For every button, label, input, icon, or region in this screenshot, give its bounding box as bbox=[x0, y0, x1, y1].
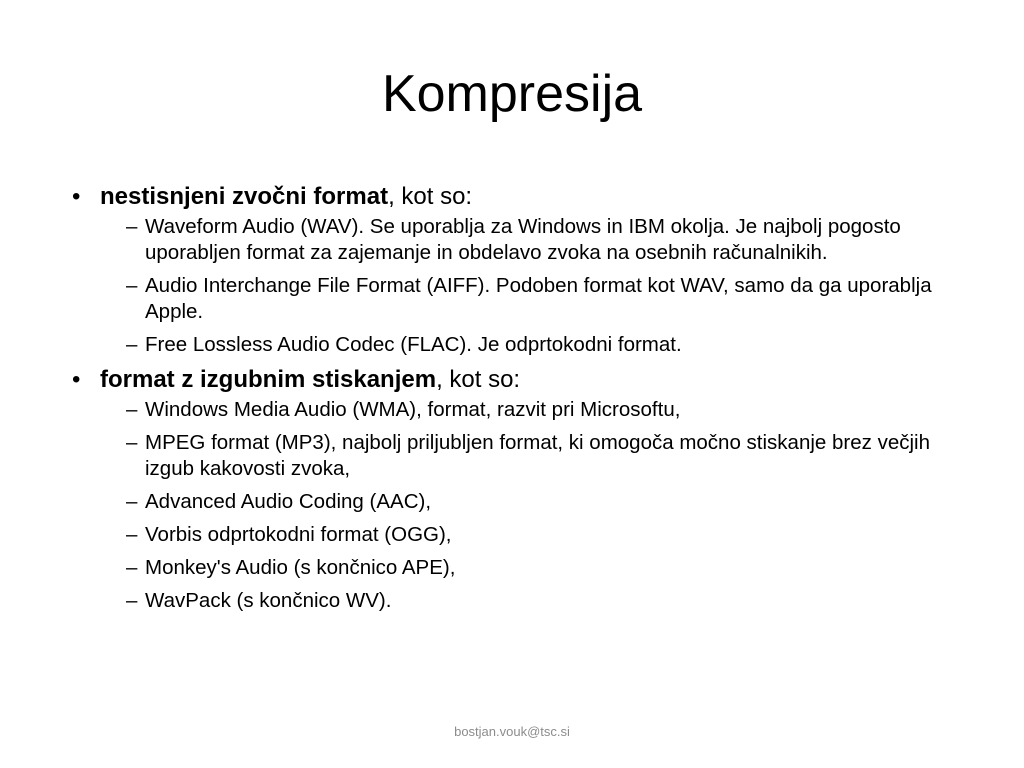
dash-icon: – bbox=[126, 523, 138, 546]
dash-icon: – bbox=[126, 215, 138, 238]
section-uncompressed bbox=[72, 182, 972, 358]
dash-icon: – bbox=[126, 589, 138, 612]
list-item bbox=[100, 588, 972, 614]
section-heading-bold: format z izgubnim stiskanjem bbox=[100, 366, 437, 393]
dash-icon: – bbox=[126, 274, 138, 297]
sub-list bbox=[100, 214, 972, 358]
section-heading-rest: , kot so: bbox=[388, 183, 473, 210]
dash-icon: – bbox=[126, 490, 138, 513]
section-heading bbox=[100, 183, 472, 210]
list-item bbox=[100, 555, 972, 581]
list-item-text: Advanced Audio Coding (AAC), bbox=[145, 490, 432, 513]
list-item bbox=[100, 332, 972, 358]
list-item-text: Audio Interchange File Format (AIFF). Podoben format kot WAV, samo da ga uporablja Apple. bbox=[145, 274, 932, 323]
list-item-text: Free Lossless Audio Codec (FLAC). Je odprtokodni format. bbox=[145, 333, 682, 356]
bullet-icon: • bbox=[72, 366, 81, 393]
list-item bbox=[100, 273, 972, 325]
list-item bbox=[100, 430, 972, 482]
list-item bbox=[100, 522, 972, 548]
list-item-text: Windows Media Audio (WMA), format, razvit pri Microsoftu, bbox=[145, 398, 681, 421]
slide-content bbox=[72, 182, 972, 621]
dash-icon: – bbox=[126, 556, 138, 579]
list-item-text: Waveform Audio (WAV). Se uporablja za Windows in IBM okolja. Je najbolj pogosto uporabljen format za zajemanje in obdelavo zvoka na osebnih računalnikih. bbox=[145, 215, 901, 264]
list-item-text: Vorbis odprtokodni format (OGG), bbox=[145, 523, 452, 546]
section-lossy bbox=[72, 365, 972, 614]
sub-list bbox=[100, 397, 972, 614]
list-item bbox=[100, 397, 972, 423]
section-heading-rest: , kot so: bbox=[436, 366, 521, 393]
dash-icon: – bbox=[126, 431, 138, 454]
list-item-text: MPEG format (MP3), najbolj priljubljen format, ki omogoča močno stiskanje brez večjih izgub kakovosti zvoka, bbox=[145, 431, 930, 480]
list-item-text: WavPack (s končnico WV). bbox=[145, 589, 392, 612]
list-item bbox=[100, 489, 972, 515]
section-heading-bold: nestisnjeni zvočni format bbox=[100, 183, 389, 210]
bullet-list bbox=[72, 182, 972, 614]
list-item-text: Monkey's Audio (s končnico APE), bbox=[145, 556, 456, 579]
slide-title: Kompresija bbox=[381, 65, 643, 123]
footer-email: bostjan.vouk@tsc.si bbox=[454, 724, 570, 739]
dash-icon: – bbox=[126, 398, 138, 421]
dash-icon: – bbox=[126, 333, 138, 356]
section-heading bbox=[100, 366, 520, 393]
bullet-icon: • bbox=[72, 183, 81, 210]
list-item bbox=[100, 214, 972, 266]
